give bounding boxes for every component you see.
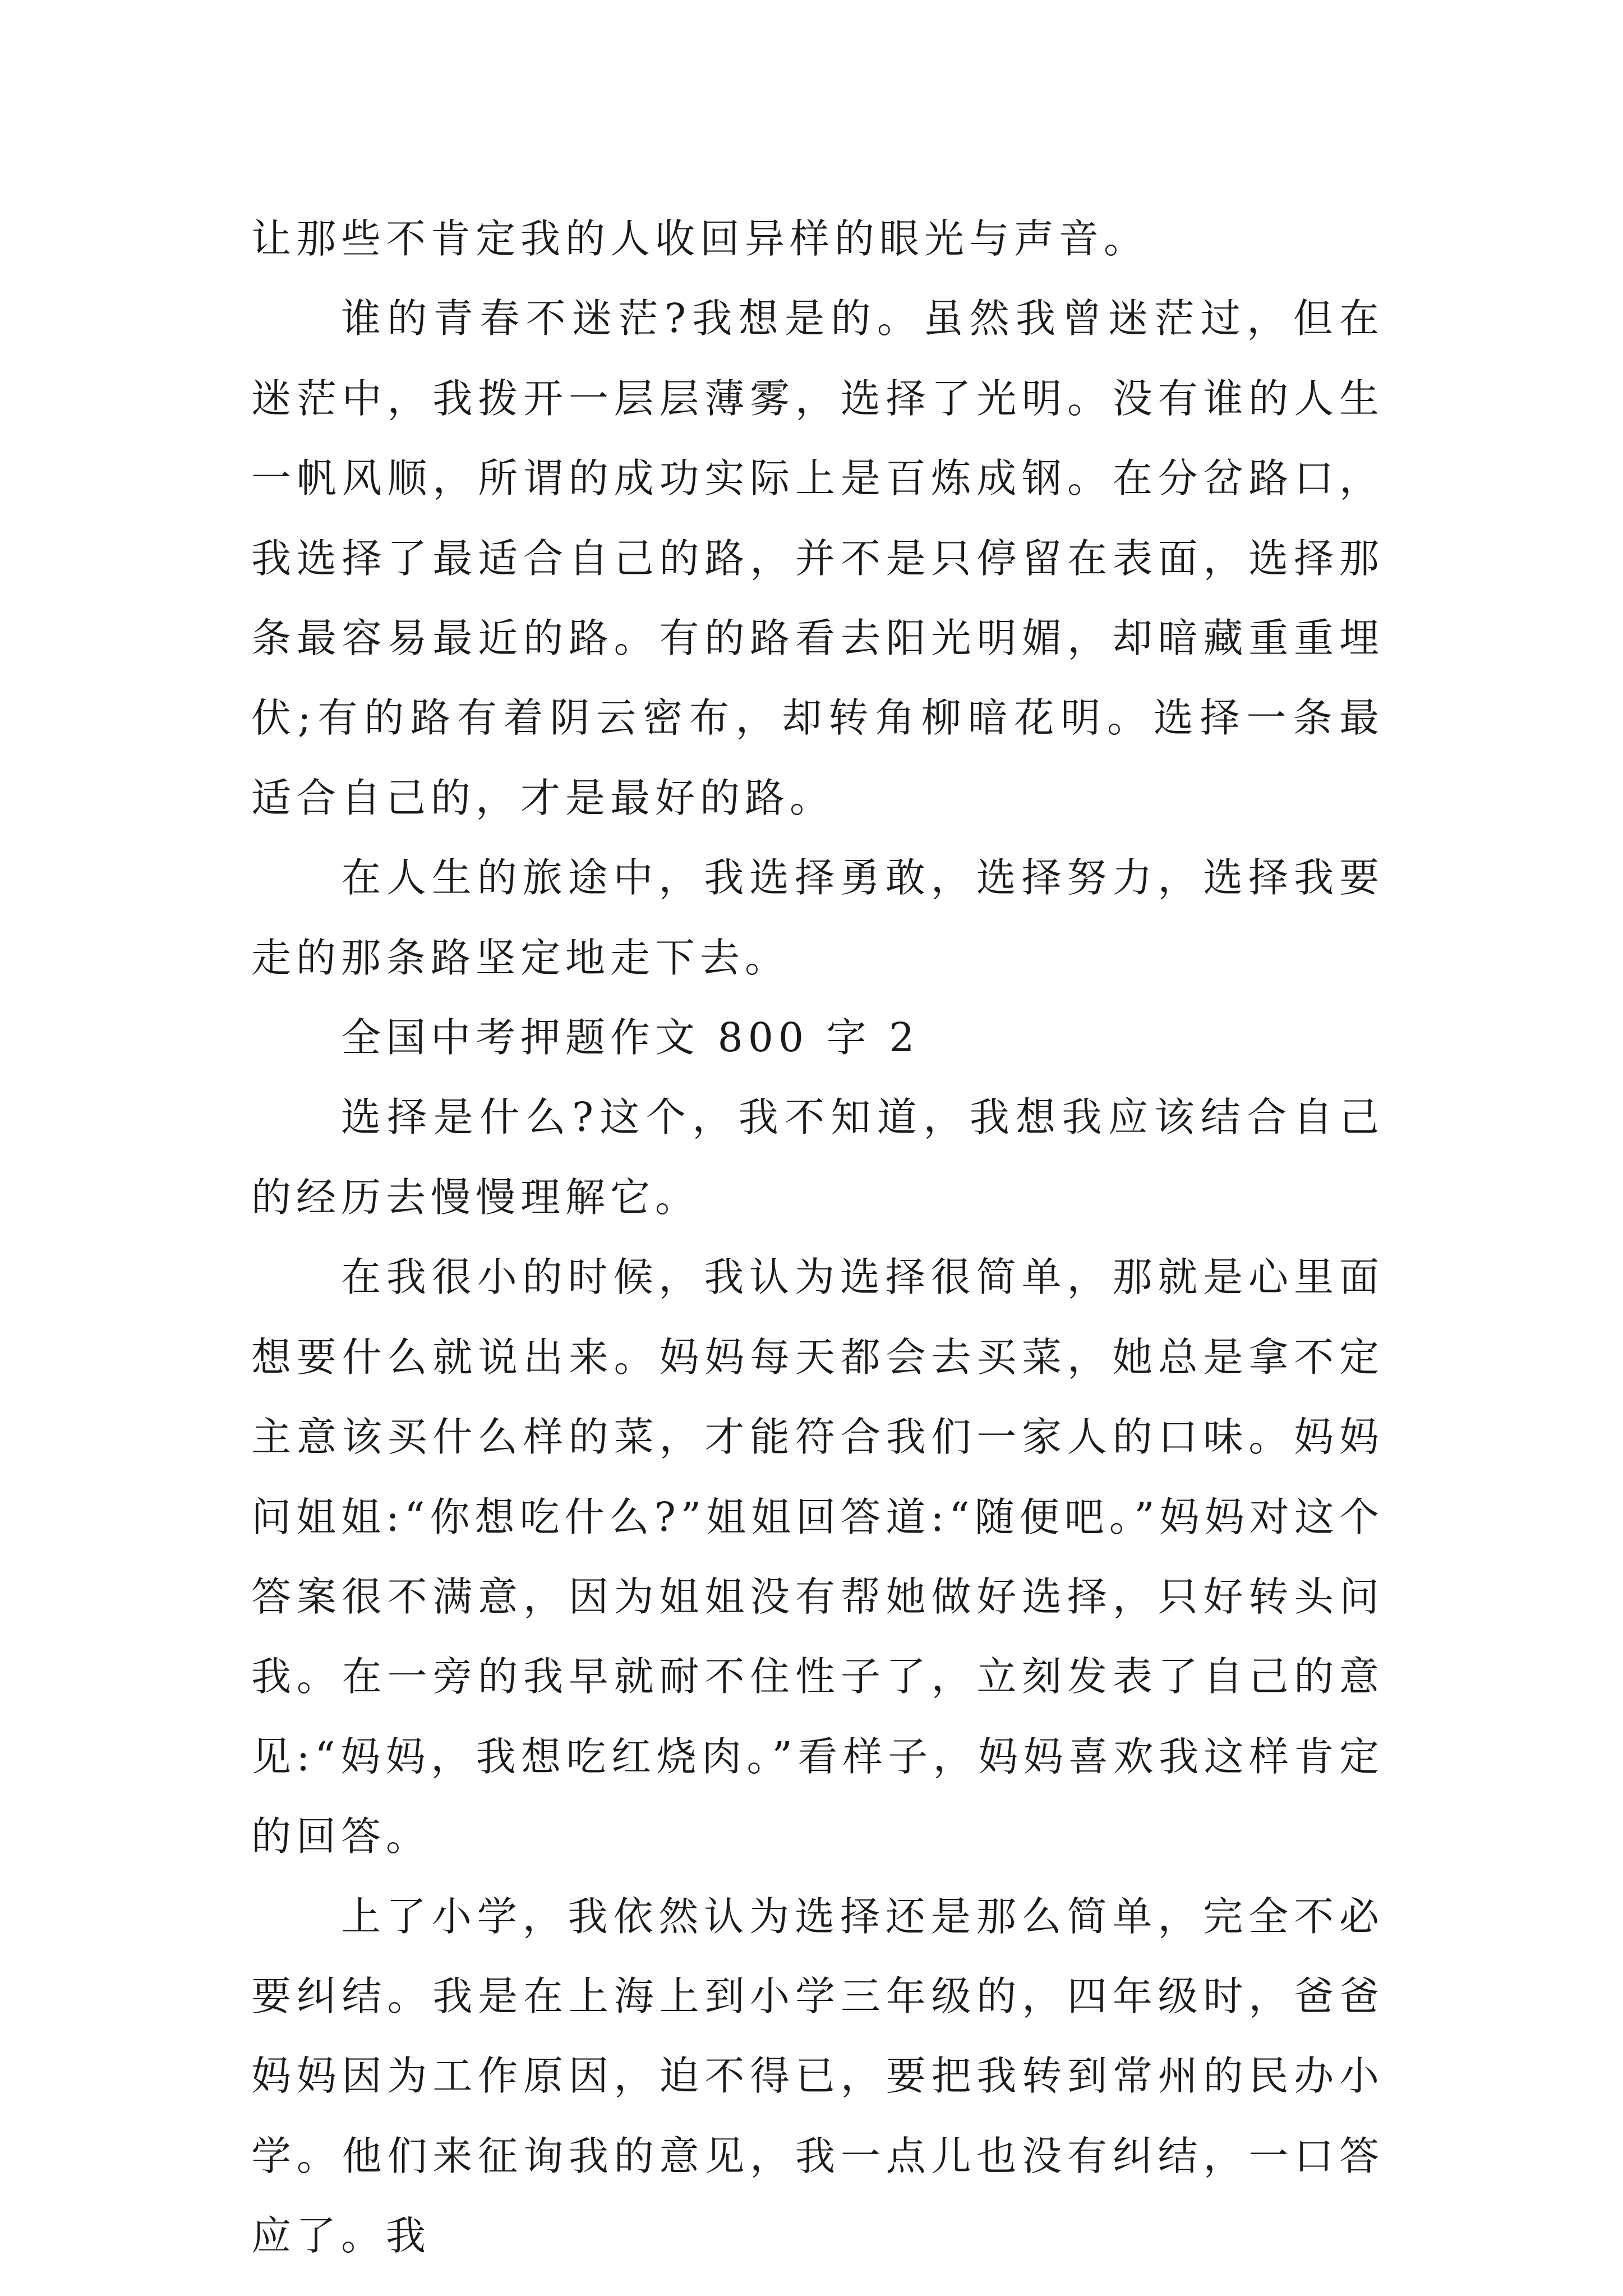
- paragraph-2: 谁的青春不迷茫?我想是的。虽然我曾迷茫过，但在迷茫中，我拨开一层层薄雾，选择了光明。没有谁的人生一帆风顺，所谓的成功实际上是百炼成钢。在分岔路口，我选择了最适合自己的路，并不是只停留在表面，选择那条最容易最近的路。有的路看去阳光明媚，却暗藏重重埋伏;有的路有着阴云密布，却转角柳暗花明。选择一条最适合自己的，才是最好的路。: [251, 295, 1384, 821]
- paragraph-4: 选择是什么?这个，我不知道，我想我应该结合自己的经历去慢慢理解它。: [251, 1094, 1384, 1221]
- paragraph-3: 在人生的旅途中，我选择勇敢，选择努力，选择我要走的那条路坚定地走下去。: [251, 854, 1384, 981]
- paragraph-6: 上了小学，我依然认为选择还是那么简单，完全不必要纠结。我是在上海上到小学三年级的，四年级时，爸爸妈妈因为工作原因，迫不得已，要把我转到常州的民办小学。他们来征询我的意见，我一点儿也没有纠结，一口答应了。我: [251, 1893, 1384, 2260]
- section-heading: 全国中考押题作文 800 字 2: [341, 1014, 920, 1061]
- paragraph-5: 在我很小的时候，我认为选择很简单，那就是心里面想要什么就说出来。妈妈每天都会去买菜，她总是拿不定主意该买什么样的菜，才能符合我们一家人的口味。妈妈问姐姐:“你想吃什么?”姐姐回答道:“随便吧。”妈妈对这个答案很不满意，因为姐姐没有帮她做好选择，只好转头问我。在一旁的我早就耐不住性子了，立刻发表了自己的意见:“妈妈，我想吃红烧肉。”看样子，妈妈喜欢我这样肯定的回答。: [251, 1254, 1384, 1860]
- paragraph-1: 让那些不肯定我的人收回异样的眼光与声音。: [251, 215, 1149, 262]
- body-text: [251, 199, 1384, 2276]
